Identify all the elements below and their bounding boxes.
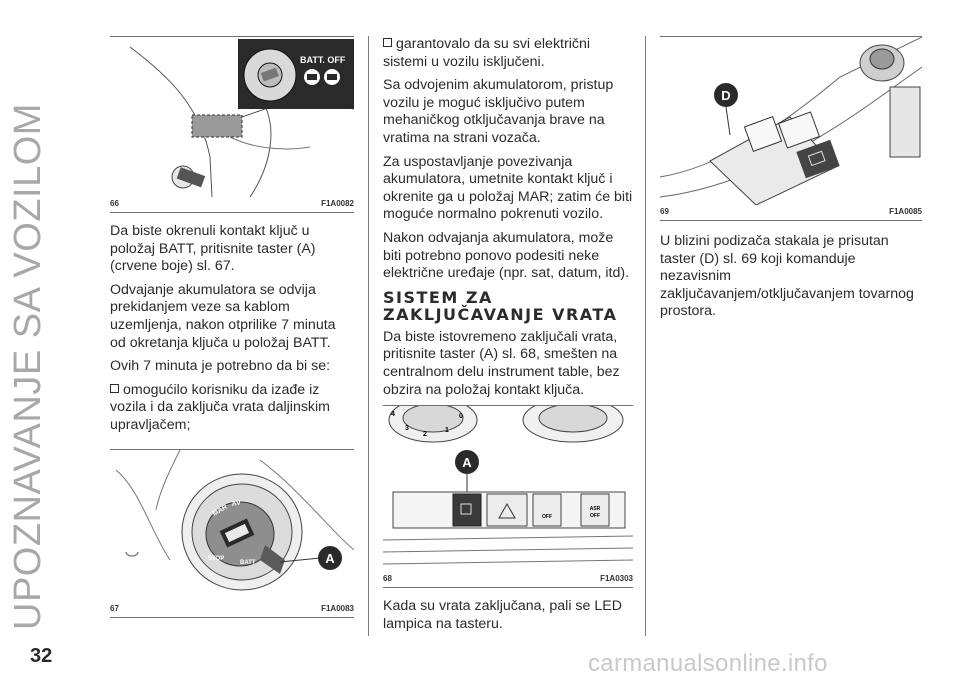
figure-67 bbox=[110, 449, 354, 618]
bullet-item bbox=[383, 36, 633, 71]
section-heading bbox=[383, 289, 633, 323]
figure-69 bbox=[660, 36, 922, 221]
dial-label: 2 bbox=[423, 431, 427, 439]
bullet-square-icon bbox=[110, 384, 119, 393]
figure-68-illustration bbox=[383, 406, 633, 572]
figure-68-number: 68 bbox=[383, 574, 392, 584]
key-label-mar: MAR bbox=[211, 503, 229, 518]
paragraph: U blizini podizača stakala je prisutan taster (D) sl. 69 koji komanduje nezavisnim zaključavanjem/otključavanjem tovarnog prostora. bbox=[660, 233, 914, 320]
figure-68 bbox=[383, 405, 633, 588]
figure-69-code: F1A0085 bbox=[889, 207, 922, 216]
paragraph: Kada su vrata zaključana, pali se LED lampica na tasteru. bbox=[383, 598, 622, 632]
paragraph: Sa odvojenim akumulatorom, pristup vozilu je moguć isključivo putem mehaničkog otključavanja brave na vratima na strani vozača. bbox=[383, 77, 614, 146]
figure-66-caption bbox=[110, 197, 354, 213]
button-off-label: OFF bbox=[542, 514, 552, 521]
key-label-stop: STOP bbox=[208, 555, 225, 562]
bullet-square-icon bbox=[383, 38, 392, 47]
figure-66 bbox=[110, 36, 354, 213]
heading-line-1: SISTEM ZA bbox=[383, 287, 493, 307]
paragraph: Ovih 7 minuta je potrebno da bi se: bbox=[110, 358, 331, 375]
column-3 bbox=[660, 36, 922, 327]
figure-68-caption bbox=[383, 572, 633, 588]
callout-a-label: A bbox=[462, 455, 472, 471]
paragraph: Da biste istovremeno zaključali vrata, pritisnite taster (A) sl. 68, smešten na centralnom delu instrument table, bez obzira na položaj kontakt ključa. bbox=[383, 328, 620, 398]
figure-67-illustration bbox=[110, 450, 354, 602]
dial-label: 4 bbox=[391, 411, 395, 419]
callout-d-label: D bbox=[721, 88, 731, 103]
bullet-item bbox=[110, 382, 354, 435]
figure-66-illustration bbox=[110, 37, 354, 197]
button-asr-off-label: OFF bbox=[590, 513, 600, 520]
bullet-text: omogućilo korisniku da izađe iz vozila i da zaključa vrata daljinskim upravljačem; bbox=[110, 381, 330, 433]
dial-label: 3 bbox=[405, 425, 409, 433]
figure-67-caption bbox=[110, 602, 354, 618]
figure-67-code: F1A0083 bbox=[321, 603, 354, 613]
callout-a-label: A bbox=[325, 550, 335, 566]
paragraph: Da biste okrenuli kontakt ključ u položaj BATT, pritisnite taster (A) (crvene boje) sl. 67. bbox=[110, 223, 316, 275]
paragraph: Za uspostavljanje povezivanja akumulatora, umetnite kontakt ključ i okrenite ga u položaj MAR; zatim će biti moguće normalno pokrenuti vozilo. bbox=[383, 153, 633, 223]
figure-69-caption bbox=[660, 205, 922, 221]
figure-69-number: 69 bbox=[660, 207, 669, 216]
watermark-text: carmanualsonline.info bbox=[588, 650, 828, 677]
figure-69-illustration bbox=[660, 37, 922, 205]
figure-66-number: 66 bbox=[110, 199, 119, 208]
key-label-batt: BATT bbox=[240, 559, 256, 566]
column-divider-1 bbox=[368, 36, 369, 636]
column-1 bbox=[110, 36, 354, 618]
side-title-text: UPOZNAVANJE SA VOZILOM bbox=[7, 103, 49, 630]
button-asr-label: ASR bbox=[589, 506, 601, 513]
heading-line-2: ZAKLJUČAVANJE VRATA bbox=[383, 304, 618, 324]
batt-off-callout: BATT. OFF bbox=[300, 55, 346, 65]
dial-label: 1 bbox=[445, 427, 449, 435]
dial-label: 0 bbox=[459, 413, 463, 421]
key-label-av: AV bbox=[231, 499, 242, 508]
column-2 bbox=[383, 36, 633, 639]
figure-67-number: 67 bbox=[110, 603, 119, 613]
figure-66-code: F1A0082 bbox=[321, 199, 354, 208]
figure-68-code: F1A0303 bbox=[600, 574, 633, 584]
paragraph: Odvajanje akumulatora se odvija prekidanjem veze sa kablom uzemljenja, nakon otprilike 7 minuta od okretanja ključa u položaj BATT. bbox=[110, 281, 336, 351]
page-number: 32 bbox=[30, 645, 53, 667]
paragraph: Nakon odvajanja akumulatora, može biti potrebno ponovo podesiti neke električne uređaje (npr. sat, datum, itd). bbox=[383, 229, 630, 282]
column-divider-2 bbox=[645, 36, 646, 636]
bullet-text: garantovalo da su svi električni sistemi u vozilu isključeni. bbox=[383, 36, 590, 70]
